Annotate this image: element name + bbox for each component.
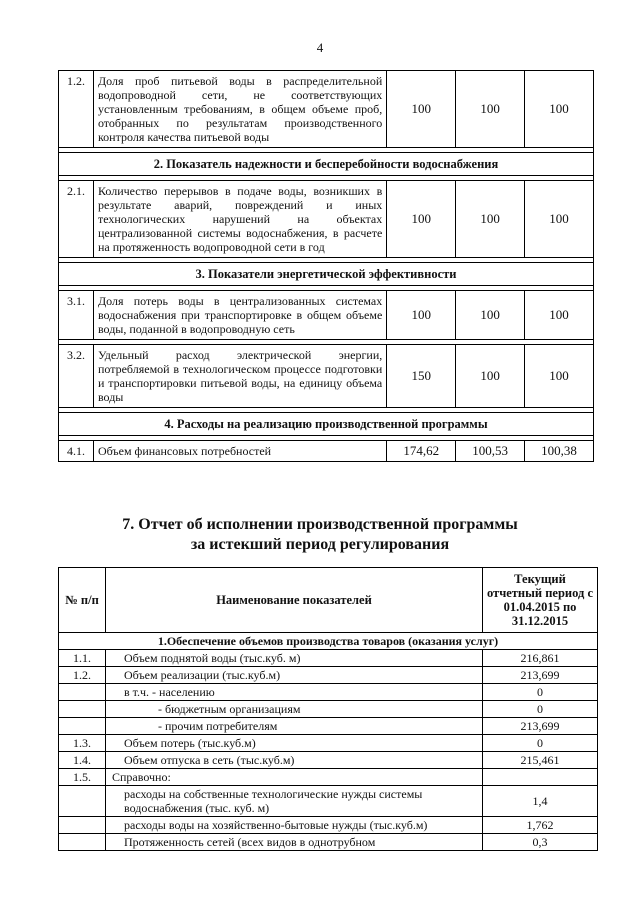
row-number: 1.2. (59, 71, 94, 148)
period-value: 0 (483, 735, 598, 752)
period-value: 1,762 (483, 817, 598, 834)
indicators-table (58, 70, 594, 462)
row-number (59, 718, 106, 735)
row-number: 1.4. (59, 752, 106, 769)
report-row (59, 667, 598, 684)
period-value: 216,861 (483, 650, 598, 667)
value-2: 100 (456, 181, 525, 258)
row-number (59, 834, 106, 851)
indicator-name: Объем финансовых потребностей (93, 441, 386, 462)
row-number (59, 684, 106, 701)
report-row (59, 735, 598, 752)
period-value: 213,699 (483, 718, 598, 735)
value-1: 100 (387, 291, 456, 340)
row-number: 4.1. (59, 441, 94, 462)
report-row (59, 701, 598, 718)
period-value: 215,461 (483, 752, 598, 769)
value-1: 174,62 (387, 441, 456, 462)
indicator-row (59, 291, 594, 340)
row-number (59, 817, 106, 834)
indicator-name: Количество перерывов в подаче воды, возникших в результате аварий, повреждений и иных технологических нарушений на объектах централизованной системы водоснабжения, в расчете на протяженность водопроводной сети в год (93, 181, 386, 258)
section-header-row (59, 153, 594, 176)
section-header: 3. Показатели энергетической эффективности (59, 263, 594, 286)
row-number: 3.2. (59, 345, 94, 408)
value-2: 100 (456, 291, 525, 340)
indicator-row (59, 441, 594, 462)
row-number: 1.5. (59, 769, 106, 786)
indicator-row (59, 71, 594, 148)
page-number: 4 (316, 40, 324, 55)
period-value: 0 (483, 701, 598, 718)
section-7-title-line-1: 7. Отчет об исполнении производственной программы (122, 516, 518, 533)
indicator-name: Объем реализации (тыс.куб.м) (106, 667, 483, 684)
period-value: 213,699 (483, 667, 598, 684)
value-1: 100 (387, 71, 456, 148)
indicator-row (59, 181, 594, 258)
header-num: № п/п (59, 568, 106, 633)
row-number (59, 786, 106, 817)
value-3: 100 (525, 71, 594, 148)
report-table (58, 567, 598, 851)
value-1: 100 (387, 181, 456, 258)
report-row (59, 752, 598, 769)
value-2: 100 (456, 71, 525, 148)
row-number: 2.1. (59, 181, 94, 258)
indicator-name: Протяженность сетей (всех видов в однотрубном (106, 834, 483, 851)
row-number: 1.1. (59, 650, 106, 667)
indicator-row (59, 345, 594, 408)
value-3: 100 (525, 181, 594, 258)
report-table-header-row (59, 568, 598, 633)
value-2: 100,53 (456, 441, 525, 462)
row-number: 3.1. (59, 291, 94, 340)
indicator-name: Справочно: (106, 769, 483, 786)
indicator-name: Удельный расход электрической энергии, потребляемой в технологическом процессе подготовки и транспортировки питьевой воды, на единицу объема воды (93, 345, 386, 408)
report-row (59, 684, 598, 701)
section-header-row (59, 413, 594, 436)
indicator-name: Доля потерь воды в централизованных системах водоснабжения при транспортировке в общем объеме воды, поданной в водопроводную сеть (93, 291, 386, 340)
indicator-name: расходы на собственные технологические нужды системы водоснабжения (тыс. куб. м) (106, 786, 483, 817)
row-number (59, 701, 106, 718)
section-header: 4. Расходы на реализацию производственной программы (59, 413, 594, 436)
indicator-name: - бюджетным организациям (106, 701, 483, 718)
value-1: 150 (387, 345, 456, 408)
report-row (59, 817, 598, 834)
report-row (59, 786, 598, 817)
indicator-name: Объем отпуска в сеть (тыс.куб.м) (106, 752, 483, 769)
value-3: 100,38 (525, 441, 594, 462)
value-2: 100 (456, 345, 525, 408)
indicator-name: в т.ч. - населению (106, 684, 483, 701)
section-header: 2. Показатель надежности и бесперебойности водоснабжения (59, 153, 594, 176)
header-period: Текущий отчетный период с 01.04.2015 по 31.12.2015 (483, 568, 598, 633)
section-header-row (59, 263, 594, 286)
section-7-title-line-2: за истекший период регулирования (190, 536, 450, 553)
value-3: 100 (525, 345, 594, 408)
report-row (59, 769, 598, 786)
report-row (59, 650, 598, 667)
period-value: 0 (483, 684, 598, 701)
period-value: 0,3 (483, 834, 598, 851)
indicator-name: Доля проб питьевой воды в распределительной водопроводной сети, не соответствующих установленным требованиям, в общем объеме проб, отобранных по результатам производственного контроля качества питьевой воды (93, 71, 386, 148)
indicator-name: Объем поднятой воды (тыс.куб. м) (106, 650, 483, 667)
indicator-name: Объем потерь (тыс.куб.м) (106, 735, 483, 752)
report-section-1: 1.Обеспечение объемов производства товаров (оказания услуг) (59, 633, 598, 650)
indicator-name: расходы воды на хозяйственно-бытовые нужды (тыс.куб.м) (106, 817, 483, 834)
value-3: 100 (525, 291, 594, 340)
header-name: Наименование показателей (106, 568, 483, 633)
report-row (59, 834, 598, 851)
report-row (59, 718, 598, 735)
period-value (483, 769, 598, 786)
period-value: 1,4 (483, 786, 598, 817)
indicator-name: - прочим потребителям (106, 718, 483, 735)
row-number: 1.3. (59, 735, 106, 752)
row-number: 1.2. (59, 667, 106, 684)
report-section-row (59, 633, 598, 650)
